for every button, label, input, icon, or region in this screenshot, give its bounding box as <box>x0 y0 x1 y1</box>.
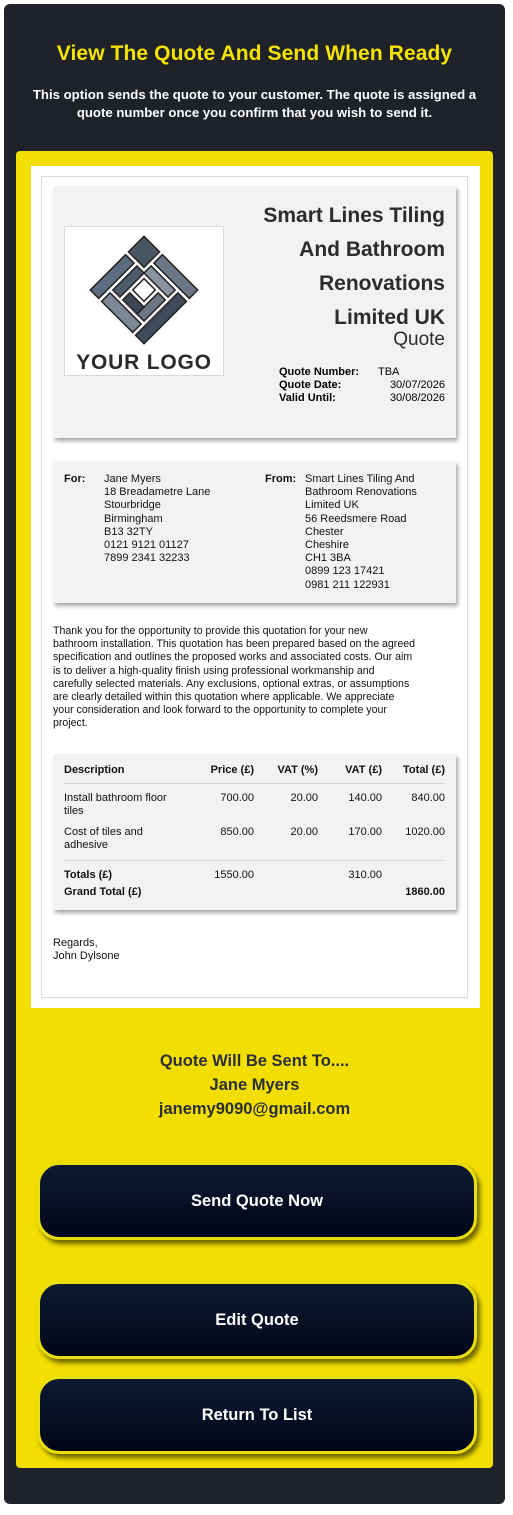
logo-diamond-icon <box>85 231 203 349</box>
quote-preview <box>31 166 480 1008</box>
valid-until-row: Valid Until: 30/08/2026 <box>279 392 445 404</box>
document-type: Quote <box>393 329 445 350</box>
quote-intro-text: Thank you for the opportunity to provide this quotation for your new bathroom installation. This quotation has been prepared based on the agreed specification and outlines the proposed works and associated costs. Our aim is to deliver a high-quality finish using professional workmanship and carefully selected materials. Any exclusions, optional extras, or assumptions are clearly detailed within this quotation where applicable. We appreciate your consideration and look forward to the opportunity to complete your project. <box>53 625 416 730</box>
col-vat: VAT (£) <box>345 764 382 776</box>
col-total: Total (£) <box>403 764 445 776</box>
quote-number: TBA <box>378 366 400 378</box>
for-label: For: <box>64 473 86 485</box>
col-price: Price (£) <box>210 764 254 776</box>
recipient-email: janemy9090@gmail.com <box>158 1100 351 1118</box>
logo-text: YOUR LOGO <box>76 351 212 374</box>
col-vat-percent: VAT (%) <box>277 764 318 776</box>
table-divider <box>64 783 445 784</box>
page-title: View The Quote And Send When Ready <box>56 42 453 65</box>
recipient-name: Jane Myers <box>209 1076 300 1094</box>
recipient-info <box>16 1049 493 1121</box>
totals-vat: 310.00 <box>348 869 382 881</box>
signoff: Regards, John Dylsone <box>53 937 120 962</box>
company-address: Smart Lines Tiling And Bathroom Renovations Limited UK 56 Reedsmere Road Chester Cheshire CH1 3BA 0899 123 17421 0981 211 122931 <box>305 473 417 591</box>
valid-until: 30/08/2026 <box>389 392 445 404</box>
recipient-heading: Quote Will Be Sent To.... <box>159 1052 350 1070</box>
page-panel <box>4 4 505 1504</box>
quote-panel <box>16 151 493 1468</box>
col-description: Description <box>64 764 125 776</box>
row-description: Install bathroom floor tiles <box>64 792 167 817</box>
table-divider <box>64 860 445 861</box>
totals-price: 1550.00 <box>214 869 254 881</box>
quote-header-card <box>53 186 456 438</box>
edit-quote-button[interactable]: Edit Quote <box>37 1281 477 1359</box>
page-subtitle: This option sends the quote to your customer. The quote is assigned a quote number once you confirm that you wish to send it. <box>32 87 477 120</box>
company-name: Smart Lines Tiling And Bathroom Renovations Limited UK <box>263 204 445 329</box>
quote-items-table: Description Price (£) VAT (%) VAT (£) Total (£) Install bathroom floor tiles 700.00 20.00 140.00 840.00 Cost of tiles and adhesive 850.00 20.00 170.00 1020.00 Totals (£) 1550.00 310.00 Grand Total (£) 1860.00 <box>53 754 456 910</box>
company-logo <box>64 226 224 376</box>
from-label: From: <box>265 473 297 485</box>
customer-address: Jane Myers 18 Breadametre Lane Stourbridge Birmingham B13 32TY 0121 9121 01127 7899 2341 32233 <box>104 473 211 565</box>
quote-date-row: Quote Date: 30/07/2026 <box>279 379 445 391</box>
grand-total-value: 1860.00 <box>405 886 445 898</box>
row-description: Cost of tiles and adhesive <box>64 826 143 851</box>
return-to-list-button[interactable]: Return To List <box>37 1376 477 1454</box>
quote-date: 30/07/2026 <box>389 379 445 391</box>
quote-meta <box>279 366 445 405</box>
quote-document <box>41 176 468 998</box>
send-quote-button[interactable]: Send Quote Now <box>37 1162 477 1240</box>
quote-number-row: Quote Number: TBA <box>279 366 445 379</box>
address-card <box>53 461 456 603</box>
